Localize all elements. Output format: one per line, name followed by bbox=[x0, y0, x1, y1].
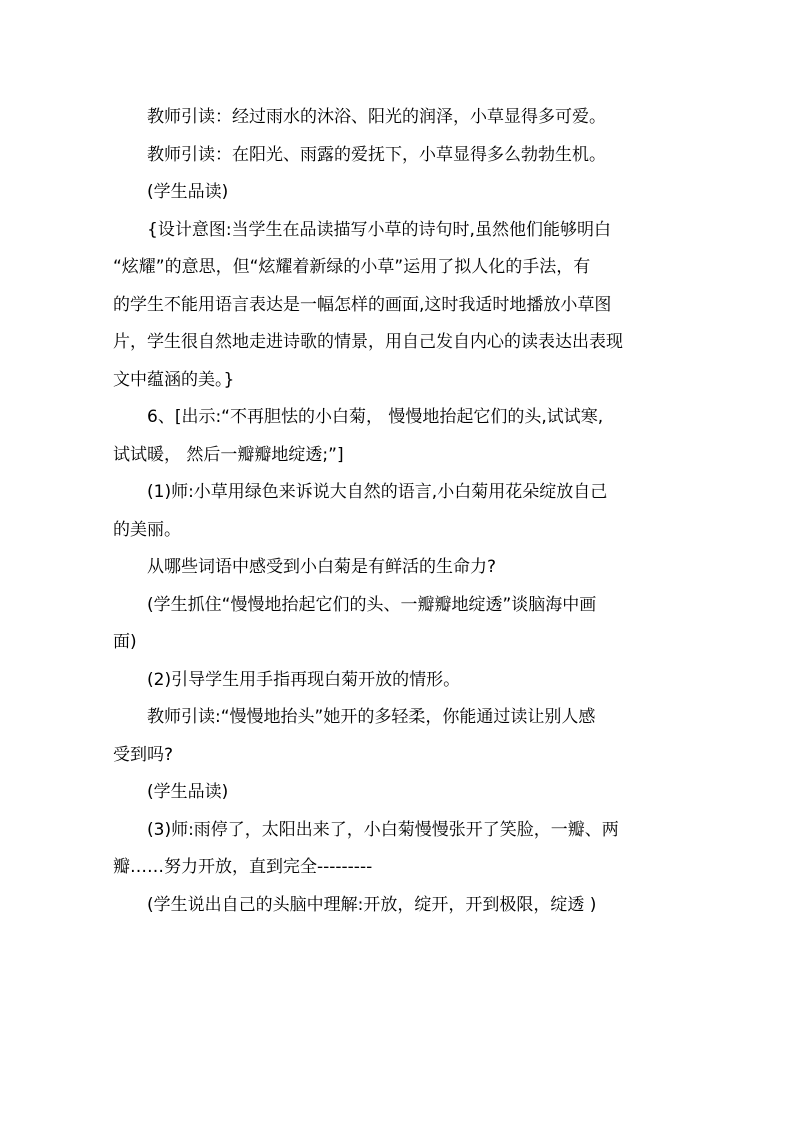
text-line: 教师引读:“慢慢地抬头”她开的多轻柔，你能通过读让别人感 bbox=[147, 707, 596, 727]
text-line: 片，学生很自然地走进诗歌的情景，用自己发自内心的读表达出表现 bbox=[113, 332, 623, 352]
text-line: 瓣……努力开放，直到完全--------- bbox=[113, 857, 373, 877]
text-line: (2)引导学生用手指再现白菊开放的情形。 bbox=[147, 669, 461, 690]
paragraph bbox=[113, 399, 683, 474]
text-line: {设计意图:当学生在品读描写小草的诗句时,虽然他们能够明白 bbox=[147, 219, 611, 240]
text-line: 面) bbox=[113, 632, 137, 652]
paragraph bbox=[113, 774, 683, 812]
paragraph bbox=[113, 587, 683, 662]
text-line: (学生抓住“慢慢地抬起它们的头、一瓣瓣地绽透”谈脑海中画 bbox=[147, 594, 597, 615]
text-line: (1)师:小草用绿色来诉说大自然的语言,小白菊用花朵绽放自己 bbox=[147, 482, 608, 502]
text-line: 的美丽。 bbox=[113, 519, 181, 540]
text-line: (3)师:雨停了，太阳出来了，小白菊慢慢张开了笑脸，一瓣、两 bbox=[147, 819, 619, 840]
text-line: (学生品读) bbox=[147, 782, 229, 802]
paragraph bbox=[113, 549, 683, 587]
paragraph bbox=[113, 662, 683, 700]
text-line: “炫耀”的意思，但“炫耀着新绿的小草”运用了拟人化的手法，有 bbox=[113, 257, 591, 277]
text-line: 从哪些词语中感受到小白菊是有鲜活的生命力? bbox=[147, 557, 497, 577]
text-line: 文中蕴涵的美。} bbox=[113, 369, 235, 390]
paragraph bbox=[113, 699, 683, 774]
text-line: (学生说出自己的头脑中理解:开放，绽开，开到极限，绽透 ) bbox=[147, 894, 597, 915]
paragraph bbox=[113, 474, 683, 549]
paragraph bbox=[113, 137, 683, 175]
text-line: (学生品读) bbox=[147, 182, 229, 202]
document-body bbox=[113, 99, 683, 924]
paragraph bbox=[113, 99, 683, 137]
paragraph bbox=[113, 812, 683, 887]
paragraph bbox=[113, 887, 683, 925]
text-line: 教师引读：在阳光、雨露的爱抚下，小草显得多么勃勃生机。 bbox=[147, 144, 606, 165]
paragraph bbox=[113, 174, 683, 212]
text-line: 试试暖， 然后一瓣瓣地绽透;”] bbox=[113, 444, 344, 465]
text-line: 的学生不能用语言表达是一幅怎样的画面,这时我适时地播放小草图 bbox=[113, 294, 612, 315]
text-line: 6、[出示:“不再胆怯的小白菊， 慢慢地抬起它们的头,试试寒, bbox=[147, 407, 604, 427]
text-line: 受到吗? bbox=[113, 744, 174, 765]
text-line: 教师引读：经过雨水的沐浴、阳光的润泽，小草显得多可爱。 bbox=[147, 107, 606, 127]
paragraph bbox=[113, 212, 683, 400]
